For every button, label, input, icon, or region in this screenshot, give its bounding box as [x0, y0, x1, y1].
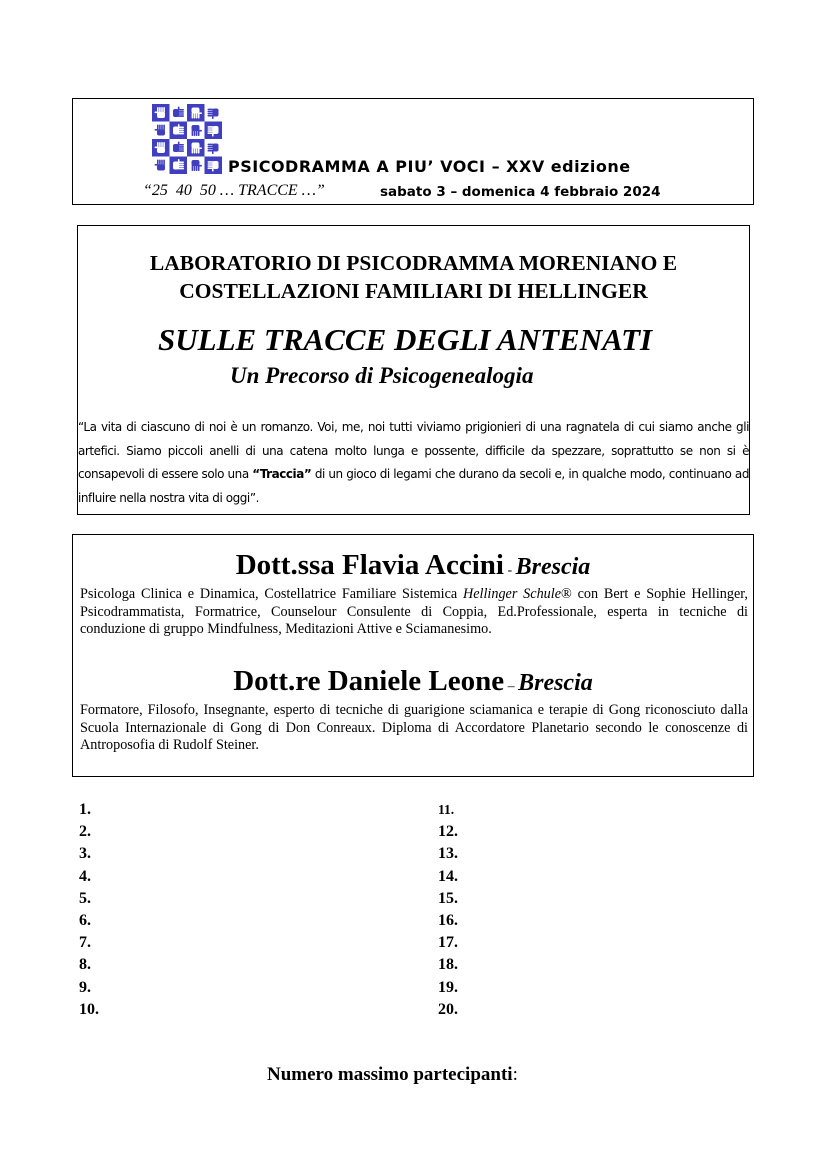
laboratory-heading-line1: LABORATORIO DI PSICODRAMMA MORENIANO E	[149, 251, 678, 275]
presenter-1-city: Brescia	[515, 554, 591, 580]
event-header	[72, 98, 754, 205]
list-item: 9.	[79, 978, 91, 996]
presenter-1-bio-b: ® con Bert e Sophie Hellinger, Psicodrammatista, Formatrice, Counselour Consulente di Coppia, Ed.Professionale, esperta in tecniche di conduzione di gruppo Mindfulness, Meditazioni Attive e Sciamanesimo.	[80, 586, 748, 637]
presenter-name-1	[73, 549, 753, 582]
laboratory-box	[77, 225, 750, 515]
presenter-1-separator: -	[503, 563, 516, 578]
laboratory-heading	[78, 249, 749, 305]
presenter-1-bio-a: Psicologa Clinica e Dinamica, Costellatrice Familiare Sistemica	[80, 586, 463, 602]
list-item: 2.	[79, 823, 91, 841]
presenter-1-name: Dott.ssa Flavia Accini	[235, 549, 504, 581]
presenter-2-city: Brescia	[518, 670, 593, 696]
list-item: 7.	[79, 934, 91, 952]
list-item: 13.	[438, 845, 458, 863]
hands-logo-icon	[152, 104, 222, 174]
participants-column-1	[79, 799, 99, 1021]
laboratory-heading-line2: COSTELLAZIONI FAMILIARI DI HELLINGER	[179, 279, 648, 303]
laboratory-title: SULLE TRACCE DEGLI ANTENATI	[158, 322, 653, 357]
quote-text-2: di un gioco di legami che durano da secoli e, in qualche modo, continuano ad influire nella nostra vita di oggi”.	[78, 467, 749, 505]
max-participants-text: Numero massimo partecipanti	[267, 1064, 513, 1085]
list-item: 18.	[438, 956, 458, 974]
presenters-box	[72, 534, 754, 777]
laboratory-quote	[78, 416, 749, 510]
quote-text-1: “La vita di ciascuno di noi è un romanzo. Voi, me, noi tutti viviamo prigionieri di una ragnatela di cui siamo anche gli artefici. Siamo piccoli anelli di una catena molto lunga e possente, difficile da spezzare, soprattutto se non si è consapevoli di essere solo una	[78, 420, 749, 481]
presenter-2-name: Dott.re Daniele Leone	[233, 665, 505, 697]
event-dates: sabato 3 – domenica 4 febbraio 2024	[380, 184, 661, 200]
list-item: 15.	[438, 889, 458, 907]
presenter-name-2	[73, 665, 753, 698]
list-item: 14.	[438, 867, 458, 885]
laboratory-subtitle: Un Precorso di Psicogenealogia	[230, 363, 534, 388]
list-item: 3.	[79, 845, 91, 863]
list-item: 4.	[79, 867, 91, 885]
event-motto: “25 40 50 … TRACCE …”	[143, 182, 325, 199]
list-item: 12.	[438, 823, 458, 841]
presenter-bio-1	[80, 586, 748, 639]
presenter-1-bio-italic: Hellinger Schule	[463, 586, 561, 602]
presenter-2-separator: –	[504, 679, 519, 694]
list-item: 17.	[438, 934, 458, 952]
list-item: 11.	[438, 802, 455, 817]
list-item: 5.	[79, 889, 91, 907]
list-item: 19.	[438, 978, 458, 996]
list-item: 10.	[79, 1000, 99, 1018]
list-item: 6.	[79, 911, 91, 929]
list-item: 16.	[438, 911, 458, 929]
max-participants-colon: :	[512, 1064, 518, 1085]
event-title: PSICODRAMMA A PIU’ VOCI – XXV edizione	[228, 157, 631, 176]
max-participants-label	[267, 1064, 518, 1086]
presenter-bio-2: Formatore, Filosofo, Insegnante, esperto di tecniche di guarigione sciamanica e terapie di Gong riconosciuto dalla Scuola Internazionale di Gong di Don Conreaux. Diploma di Accordatore Planetario secondo le conoscenze di Antroposofia di Rudolf Steiner.	[80, 702, 748, 753]
quote-bold: “Traccia”	[252, 467, 312, 481]
list-item: 20.	[438, 1000, 458, 1018]
list-item: 8.	[79, 956, 91, 974]
participants-column-2	[438, 799, 458, 1021]
list-item: 1.	[79, 801, 91, 818]
